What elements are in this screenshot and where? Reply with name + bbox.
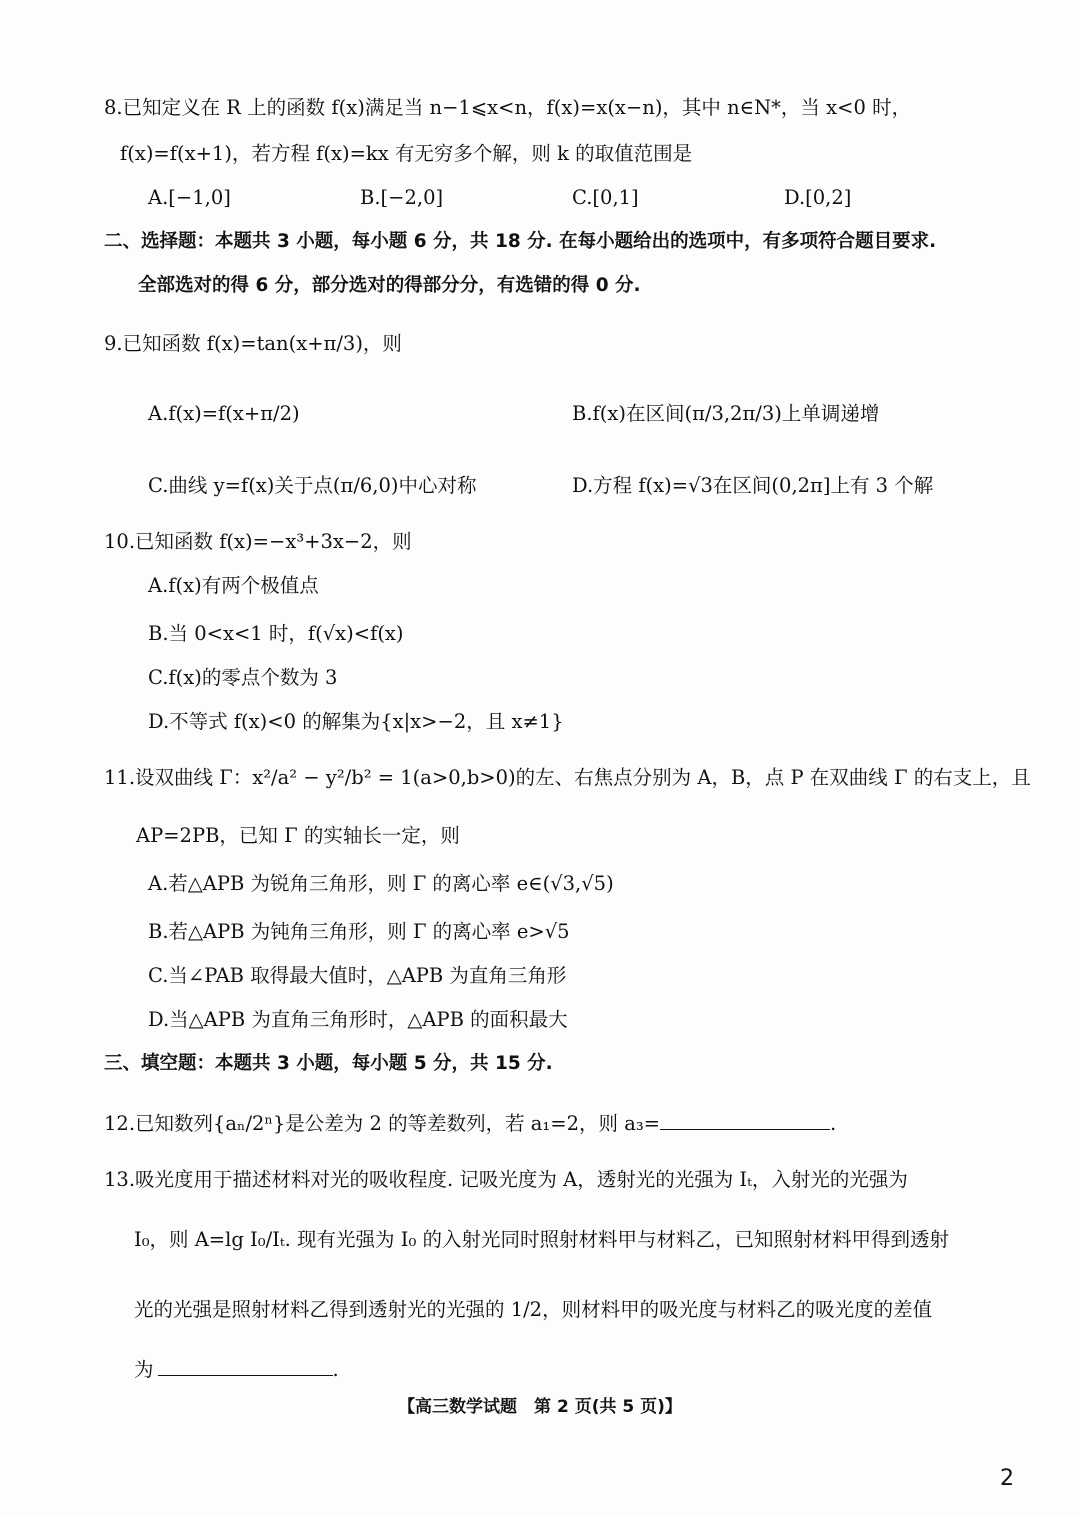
q8-stem-line1: 8.已知定义在 R 上的函数 f(x)满足当 n−1⩽x<n，f(x)=x(x−n)，其中 n∈N*，当 x<0 时， [104, 96, 912, 119]
q10-option-c: C.f(x)的零点个数为 3 [148, 666, 338, 689]
q9-option-d: D.方程 f(x)=√3在区间(0,2π]上有 3 个解 [572, 474, 934, 497]
q13-stem-line2: I₀，则 A=lg I₀/Iₜ. 现有光强为 I₀ 的入射光同时照射材料甲与材料乙，已知照射材料甲得到透射 [134, 1228, 949, 1251]
q9-option-a: A.f(x)=f(x+π/2) [148, 402, 300, 425]
section2-heading-line1: 二、选择题：本题共 3 小题，每小题 6 分，共 18 分. 在每小题给出的选项中，有多项符合题目要求. [104, 231, 937, 252]
section2-heading-line2: 全部选对的得 6 分，部分选对的得部分分，有选错的得 0 分. [138, 275, 641, 296]
page-footer: 【高三数学试题 第 2 页(共 5 页)】 [398, 1397, 682, 1417]
q11-option-d: D.当△APB 为直角三角形时，△APB 的面积最大 [148, 1008, 568, 1031]
q8-option-a: A.[−1,0] [148, 186, 231, 209]
q8-option-c: C.[0,1] [572, 186, 639, 209]
q9-option-b: B.f(x)在区间(π/3,2π/3)上单调递增 [572, 402, 880, 425]
q13-stem-line3: 光的光强是照射材料乙得到透射光的光强的 1/2，则材料甲的吸光度与材料乙的吸光度的差值 [134, 1298, 933, 1321]
q13-answer-blank[interactable] [158, 1357, 333, 1376]
q12-stem [104, 1110, 836, 1138]
q13-stem-line1: 13.吸光度用于描述材料对光的吸收程度. 记吸光度为 A，透射光的光强为 Iₜ，入射光的光强为 [104, 1168, 908, 1191]
q11-stem-line2: AP=2PB，已知 Γ 的实轴长一定，则 [136, 824, 460, 847]
q11-option-b: B.若△APB 为钝角三角形，则 Γ 的离心率 e>√5 [148, 920, 570, 943]
q10-stem: 10.已知函数 f(x)=−x³+3x−2，则 [104, 530, 412, 553]
section3-heading: 三、填空题：本题共 3 小题，每小题 5 分，共 15 分. [104, 1053, 553, 1074]
q9-option-c: C.曲线 y=f(x)关于点(π/6,0)中心对称 [148, 474, 477, 497]
q12-end: . [829, 1112, 837, 1135]
q8-option-d: D.[0,2] [784, 186, 852, 209]
q13-stem-line4 [134, 1356, 339, 1384]
q11-stem-line1: 11.设双曲线 Γ：x²/a² − y²/b² = 1(a>0,b>0)的左、右焦点分别为 A，B，点 P 在双曲线 Γ 的右支上，且 [104, 766, 1031, 789]
q12-text: 12.已知数列{aₙ/2ⁿ}是公差为 2 的等差数列，若 a₁=2，则 a₃= [104, 1112, 660, 1135]
q11-option-c: C.当∠PAB 取得最大值时，△APB 为直角三角形 [148, 964, 567, 987]
page-number: 2 [1000, 1466, 1014, 1491]
q11-option-a: A.若△APB 为锐角三角形，则 Γ 的离心率 e∈(√3,√5) [148, 872, 614, 895]
q9-stem: 9.已知函数 f(x)=tan(x+π/3)，则 [104, 332, 402, 355]
q12-answer-blank[interactable] [660, 1111, 830, 1130]
q10-option-a: A.f(x)有两个极值点 [148, 574, 319, 597]
q8-option-b: B.[−2,0] [360, 186, 444, 209]
q8-stem-line2: f(x)=f(x+1)，若方程 f(x)=kx 有无穷多个解，则 k 的取值范围是 [120, 142, 693, 165]
q13-line4-text: 为 [134, 1358, 154, 1381]
q10-option-b: B.当 0<x<1 时，f(√x)<f(x) [148, 622, 404, 645]
q10-option-d: D.不等式 f(x)<0 的解集为{x|x>−2，且 x≠1} [148, 710, 564, 733]
q13-end: . [332, 1358, 339, 1381]
